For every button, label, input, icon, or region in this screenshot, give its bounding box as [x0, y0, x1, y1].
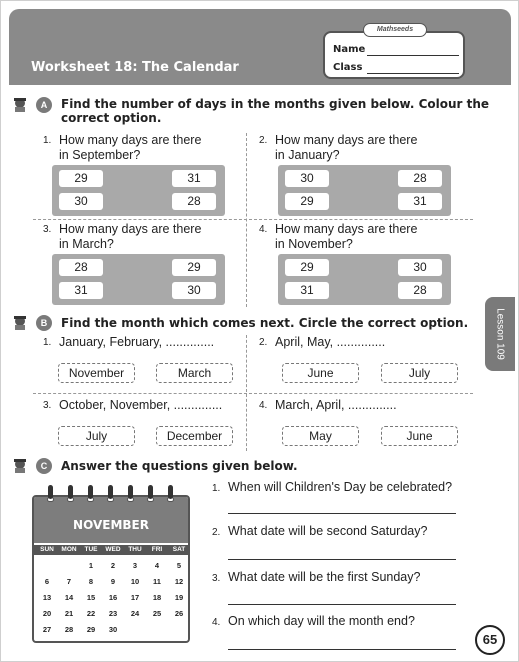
calendar-day: 11 — [153, 577, 161, 586]
c-q2-answer-line[interactable] — [228, 559, 456, 560]
name-line — [367, 55, 459, 56]
calendar-day: 22 — [86, 609, 96, 618]
b-q3-option[interactable]: July — [58, 426, 135, 446]
calendar-day: 13 — [42, 593, 52, 602]
spiral-ring — [48, 485, 53, 499]
spiral-ring — [128, 485, 133, 499]
calendar-day: 4 — [154, 561, 160, 570]
calendar-weekday: SUN — [40, 546, 54, 553]
b-q2-number: 2. — [259, 337, 268, 348]
a-q4-options-panel — [278, 254, 451, 305]
a-q4-option[interactable]: 31 — [285, 282, 329, 299]
worksheet-title: Worksheet 18: The Calendar — [31, 60, 239, 75]
name-label: Name — [333, 44, 366, 55]
section-a-row-divider — [33, 219, 473, 220]
calendar-day: 27 — [42, 625, 52, 634]
a-q1-line2: in September? — [59, 148, 141, 162]
a-q1-line1: How many days are there — [59, 133, 202, 147]
c-q4-text: On which day will the month end? — [228, 614, 415, 628]
calendar-weekday: SAT — [172, 546, 186, 553]
calendar-day: 28 — [64, 625, 74, 634]
lesson-side-tab — [485, 297, 515, 371]
student-icon — [12, 457, 30, 473]
c-q1-text: When will Children's Day be celebrated? — [228, 480, 453, 494]
calendar-day: 10 — [130, 577, 140, 586]
section-a-instruction — [61, 97, 489, 125]
calendar-day: 24 — [130, 609, 140, 618]
section-c-badge: C — [36, 458, 52, 474]
a-q4-option[interactable]: 30 — [398, 259, 442, 276]
a-q1-text — [59, 133, 201, 163]
a-q3-options-panel — [52, 254, 225, 305]
a-q4-line1: How many days are there — [275, 222, 418, 236]
b-q1-number: 1. — [43, 337, 52, 348]
name-class-box — [323, 31, 465, 79]
calendar-weekday: WED — [105, 546, 121, 553]
b-q3-number: 3. — [43, 400, 52, 411]
b-q4-text: March, April, .............. — [275, 398, 397, 412]
a-q2-line2: in January? — [275, 148, 340, 162]
calendar-day: 7 — [66, 577, 72, 586]
a-q3-option[interactable]: 29 — [172, 259, 216, 276]
class-line — [367, 73, 459, 74]
a-q3-option[interactable]: 28 — [59, 259, 103, 276]
c-q3-text: What date will be the first Sunday? — [228, 570, 421, 584]
calendar-day: 18 — [152, 593, 162, 602]
a-q2-text — [275, 133, 417, 163]
section-c-instruction: Answer the questions given below. — [61, 459, 298, 473]
calendar-day: 6 — [44, 577, 50, 586]
section-a-badge: A — [36, 97, 52, 113]
c-q4-number: 4. — [212, 617, 221, 628]
section-a-instruction-line2: correct option. — [61, 111, 162, 125]
calendar-day: 8 — [88, 577, 94, 586]
b-q4-option[interactable]: June — [381, 426, 458, 446]
spiral-ring — [88, 485, 93, 499]
c-q2-number: 2. — [212, 527, 221, 538]
page-number: 65 — [475, 625, 505, 655]
a-q4-option[interactable]: 28 — [398, 282, 442, 299]
a-q2-option[interactable]: 28 — [398, 170, 442, 187]
brand-logo: Mathseeds — [363, 23, 427, 37]
a-q3-number: 3. — [43, 224, 52, 235]
section-b-badge: B — [36, 315, 52, 331]
a-q1-number: 1. — [43, 135, 52, 146]
a-q1-option[interactable]: 31 — [172, 170, 216, 187]
calendar-day: 30 — [108, 625, 118, 634]
a-q1-options-panel — [52, 165, 225, 216]
section-a-column-divider — [246, 133, 247, 307]
section-b-instruction: Find the month which comes next. Circle the correct option. — [61, 316, 469, 330]
calendar-day: 23 — [108, 609, 118, 618]
calendar-day: 16 — [108, 593, 118, 602]
b-q4-option[interactable]: May — [282, 426, 359, 446]
calendar-day: 25 — [152, 609, 162, 618]
b-q3-option[interactable]: December — [156, 426, 233, 446]
calendar-weekday: THU — [128, 546, 142, 553]
calendar-day: 20 — [42, 609, 52, 618]
calendar-day: 15 — [86, 593, 96, 602]
section-a-instruction-line1: Find the number of days in the months given below. Colour the — [61, 97, 490, 111]
calendar-day: 1 — [88, 561, 94, 570]
a-q2-line1: How many days are there — [275, 133, 418, 147]
a-q1-option[interactable]: 28 — [172, 193, 216, 210]
calendar-header — [34, 497, 188, 543]
spiral-ring — [108, 485, 113, 499]
calendar-day: 12 — [174, 577, 184, 586]
calendar-day: 19 — [174, 593, 184, 602]
calendar-weekday: TUE — [84, 546, 98, 553]
a-q3-text — [59, 222, 201, 252]
calendar-day: 5 — [176, 561, 182, 570]
class-label: Class — [333, 62, 363, 73]
a-q4-number: 4. — [259, 224, 268, 235]
b-q1-option[interactable]: November — [58, 363, 135, 383]
a-q3-line2: in March? — [59, 237, 114, 251]
calendar-day: 2 — [110, 561, 116, 570]
a-q3-option[interactable]: 31 — [59, 282, 103, 299]
b-q4-number: 4. — [259, 400, 268, 411]
calendar-month: NOVEMBER — [73, 518, 149, 532]
a-q4-option[interactable]: 29 — [285, 259, 329, 276]
a-q2-number: 2. — [259, 135, 268, 146]
a-q4-text — [275, 222, 417, 252]
section-b-row-divider — [33, 393, 473, 394]
spiral-ring — [148, 485, 153, 499]
c-q3-number: 3. — [212, 573, 221, 584]
b-q2-option[interactable]: June — [282, 363, 359, 383]
b-q1-option[interactable]: March — [156, 363, 233, 383]
student-icon — [12, 96, 30, 112]
c-q1-number: 1. — [212, 483, 221, 494]
calendar-day: 9 — [110, 577, 116, 586]
b-q3-text: October, November, .............. — [59, 398, 223, 412]
a-q2-option[interactable]: 30 — [285, 170, 329, 187]
calendar-day: 29 — [86, 625, 96, 634]
november-calendar — [32, 495, 190, 643]
student-icon — [12, 314, 30, 330]
a-q3-option[interactable]: 30 — [172, 282, 216, 299]
spiral-ring — [168, 485, 173, 499]
a-q2-option[interactable]: 31 — [398, 193, 442, 210]
b-q1-text: January, February, .............. — [59, 335, 215, 349]
c-q1-answer-line[interactable] — [228, 513, 456, 514]
b-q2-text: April, May, .............. — [275, 335, 386, 349]
calendar-day: 14 — [64, 593, 74, 602]
lesson-label: Lesson 109 — [494, 308, 506, 360]
a-q3-line1: How many days are there — [59, 222, 202, 236]
a-q4-line2: in November? — [275, 237, 353, 251]
calendar-day: 21 — [64, 609, 74, 618]
c-q3-answer-line[interactable] — [228, 604, 456, 605]
spiral-ring — [68, 485, 73, 499]
calendar-day: 26 — [174, 609, 184, 618]
c-q4-answer-line[interactable] — [228, 649, 456, 650]
a-q1-option[interactable]: 30 — [59, 193, 103, 210]
calendar-weekday: FRI — [151, 546, 163, 553]
calendar-day: 17 — [130, 593, 140, 602]
calendar-weekday-row — [34, 545, 188, 555]
calendar-day: 3 — [132, 561, 138, 570]
c-q2-text: What date will be second Saturday? — [228, 524, 428, 538]
b-q2-option[interactable]: July — [381, 363, 458, 383]
a-q1-option[interactable]: 29 — [59, 170, 103, 187]
calendar-weekday: MON — [61, 546, 77, 553]
a-q2-options-panel — [278, 165, 451, 216]
a-q2-option[interactable]: 29 — [285, 193, 329, 210]
